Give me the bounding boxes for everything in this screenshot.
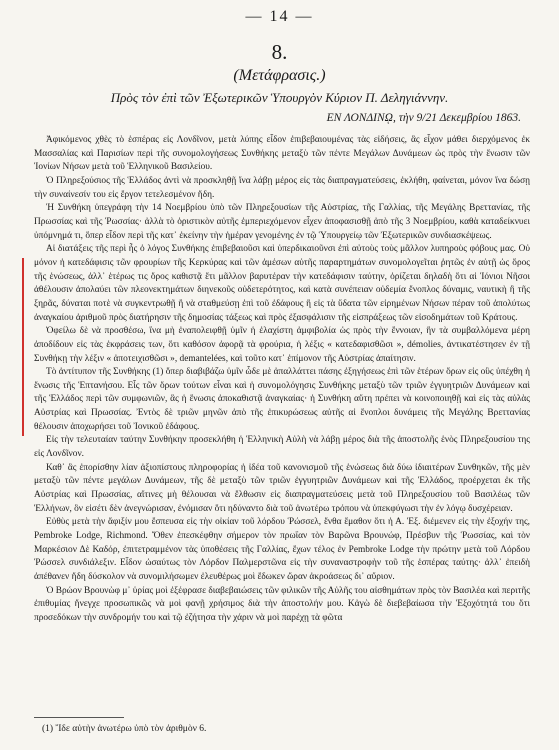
- paragraph: Ἡ Συνθήκη ὑπεγράφη τὴν 14 Νοεμβρίου ὑπὸ τῶν Πληρεξουσίων τῆς Αὐστρίας, τῆς Γαλλίας, τῆς Μεγάλης Βρεττανίας, τῆς Πρωσσίας καὶ τῆς Ῥωσσίας· ἀλλὰ τὸ ὁριστικὸν αὐτῆς ἐμπεριεχόμενον εἶχεν ἀποφασισθῇ ἀπὸ τῆς 3 Νοεμβρίου, καθὰ καταδείκνυει ὑπόμνημά τι, ὅπερ εἶδον περὶ τῆς κατ᾽ ἐκείνην τὴν ἡμέραν γενομένης ἐν τῷ Ὑπουργείῳ τῶν Ἐξωτερικῶν συνδιασκέψεως.: [34, 203, 530, 241]
- paragraph: Ἀφικόμενος χθὲς τὸ ἑσπέρας εἰς Λονδῖνον, μετὰ λύπης εἶδον ἐπιβεβαιουμένας τὰς εἰδήσεις, ἃς εἶχον μάθει διερχόμενος ἐκ Μασσαλίας καὶ Παρισίων περὶ τῆς συνομολογήσεως Συνθήκης μεταξὺ τῶν πέντε Μεγάλων Δυνάμεων ὡς πρὸς τὴν ἕνωσιν τῶν Ἰονίων Νήσων μετὰ τοῦ Ἑλληνικοῦ Βασιλείου.: [34, 135, 530, 173]
- paragraph: Αἱ διατάξεις τῆς περὶ ἧς ὁ λόγος Συνθήκης ἐπιβεβαιοῦσι καὶ ὑπερδικαιοῦνσι ἐπὶ αὐτοὺς τοὺς μᾶλλον λυπηροὺς φόβους μας. Οὐ μόνον ἡ κατεδάφισις τῶν φρουρίων τῆς Κερκύρας καὶ τῶν ἀμέσων αὐτῆς παραρτημάτων συνομολογεῖται ῥητῶς ἐν αὐτῇ ὡς ὅρος τῆς ἑνώσεως, ἀλλ᾽ ἑτέρως τις ὅρος καθιστᾷ ἔτι μᾶλλον βαρυτέραν τὴν κατεδάφισιν ταύτην, ὁρίζεται δηλαδὴ ὅτι αἱ Ἰόνιοι Νῆσοι ἀθέλουσιν ἀπολαύει τῶν πλεονεκτημάτων διηνεκοῦς οὐδετερότητος, καὶ κατὰ συνέπειαν οὐδεμία ἔνοπλος δύναμις, ναυτικὴ ἢ τῆς ξηρᾶς, δύναται ποτὲ νὰ συγκεντρωθῇ ἢ νὰ σταθμεύσῃ ἐπὶ τοῦ ἐδάφους ἢ εἰς τὰ ὕδατα τῶν εἰρημένων Νήσων πέραν τοῦ ἀπολύτως ἀναγκαίου ἀριθμοῦ πρὸς διατήρησιν τῆς δημοσίας τάξεως καὶ πρὸς ἐξασφάλισιν τῆς εἰσπράξεως τῶν εἰσοδημάτων τοῦ Κράτους.: [34, 244, 530, 323]
- paragraph: Τὸ ἀντίτυπον τῆς Συνθήκης (1) ὅπερ διαβιβάζω ὑμῖν ὧδε μὲ ἀπαλλάττει πάσης ἐξηγήσεως ἐπὶ τῶν ἑτέρων ὅρων εἰς οὓς ὑπέχθη ἡ ἕνωσις τῆς Ἑπτανήσου. Εἷς τῶν ὅρων τούτων εἶναι καὶ ἡ συνομολόγησις Συνθήκης μεταξὺ τῶν τριῶν ἐγγυητριῶν Δυνάμεων καὶ τῆς Ἑλλάδος περὶ τῶν συμφωνιῶν, ἃς ἡ ἕνωσις ἀποκαθιστᾷ ἀναγκαίας· ἡ Συνθήκη αὕτη πρέπει νὰ κοινοποιηθῇ καὶ εἰς τὰς αὐλὰς Αὐστρίας καὶ Πρωσσίας. Ἐντὸς δὲ τριῶν μηνῶν ἀπὸ τῆς ἐπικυρώσεως αὐτῆς αἱ ἔνοπλοι δυνάμεις τῆς Μεγάλης Βρεττανίας θέλουσιν ἀποχωρήσει τοῦ Ἰονικοῦ ἐδάφους.: [34, 367, 530, 432]
- footnote-rule: [34, 717, 124, 718]
- margin-mark: [22, 258, 24, 436]
- paragraph: Καθ᾽ ἃς ἐπορίσθην λίαν ἀξιοπίστους πληροφορίας ἡ ἰδέα τοῦ κανονισμοῦ τῆς ἑνώσεως διὰ δύω ἰδιαιτέρων Συνθηκῶν, τῆς μὲν μεταξὺ τῶν πέντε μεγάλων Δυνάμεων, τῆς δὲ μεταξὺ τῶν τριῶν ἐγγυητριῶν Δυνάμεων καὶ τῆς Ἑλλάδος, προέρχεται ἐκ τῆς Αὐστρίας καὶ Πρωσσίας, αἵτινες μὴ θέλουσαι νὰ ἔλθωσιν εἰς διαπραγματεύσεις μετὰ τοῦ Πληρεξουσίου τοῦ Βασιλέως τῶν Ἑλλήνων, ὃν εἰσέτι δὲν ἀνεγνώρισαν, ἐνόμισαν ὅτι ηδύναντο διὰ τοῦ ἀνωτέρω τρόπου νὰ ὑπεκφύγωσι τὴν ἐν λόγῳ δυσχέρειαν.: [34, 462, 530, 514]
- paragraph: Ὀφείλω δὲ νὰ προσθέσω, ἵνα μὴ ἐναπολειφθῇ ὑμῖν ἡ ἐλαχίστη ἀμφιβολία ὡς πρὸς τὴν ἔννοιαν, ἣν τὰ συμβαλλόμενα μέρη ἀποδίδουν εἰς τὰς ἐκφράσεις των, ὅτι καθόσον ἀφορᾷ τὰ φρούρια, ἡ λέξις « κατεδαφισθῶσι », démolies, ἀντικατέστησεν ἐν τῇ Συνθήκῃ τὴν λέξιν « ἀποτειχισθῶσι », demantelées, καὶ τοῦτο κατ᾽ ἐπίμονον τῆς Αὐστρίας ἀπαίτησιν.: [34, 326, 530, 364]
- paragraph: Εἰς τὴν τελευταίαν ταύτην Συνθήκην προσεκλήθη ἡ Ἑλληνικὴ Αὐλὴ νὰ λάβῃ μέρος διὰ τῆς ἀποστολῆς ἑνὸς Πληρεξουσίου της εἰς Λονδῖνον.: [34, 435, 530, 460]
- paragraph: Εὐθὺς μετὰ τὴν ἄφιξίν μου ἔσπευσα εἰς τὴν οἰκίαν τοῦ λόρδου Ῥώσσελ, ἔνθα ἔμαθον ὅτι ἡ Α. Ἐξ. διέμενεν εἰς τὴν ἐξοχήν της, Pembroke Lodge, Richmond. Ὅθεν ἐπεσκέφθην σήμερον τὸν πρωΐαν τὸν Βαρῶνα Βρουνώφ, Πρέσβυν τῆς Ῥωσσίας, καὶ τὸν Μαρκέσιον Δὲ Καδόρ, ἐπιτετραμμένον τὰς ὑποθέσεις τῆς Γαλλίας, ἔχων τέλος ἐν Pembroke Lodge τὴν πρώτην μετὰ τοῦ Λόρδου Ῥώσσελ συνδιάλεξιν. Εἶδον ὡσαύτως τὸν Λόρδον Παλμερστῶνα εἰς τὴν συναναστροφὴν τοῦ τῆς ἑσπέρας ταύτης· ἀλλ᾽ ἐπειδὴ ἀπέθανεν ἤδη δύσκολον νὰ συνομιλήσωμεν ἐλευθέρως μοὶ ἔδωκεν ὥραν ἀκροάσεως δι᾽ αὔριον.: [34, 517, 530, 582]
- document-number: 8.: [271, 40, 288, 64]
- recipient-line: Πρὸς τὸν ἐπὶ τῶν Ἐξωτερικῶν Ὑπουργὸν Κύριον Π. Δεληγιάννην.: [110, 90, 449, 105]
- paragraph: Ὁ Βρώον Βρουνὼφ μ᾽ ὑρίας μοὶ ἐξέφρασε διαβεβαιώσεις τῶν φιλικῶν τῆς Αὐλῆς του αἰσθημάτων πρὸς τὸν Βασιλέα καὶ περιτῆς ἐπιθυμίας ἤνεγχε προσωπικῶς νὰ μοὶ φανῇ χρήσιμος διὰ τὴν ἀποστολήν μου. Κἀγὼ δὲ διεβεβαίωσα τὴν Ἐξοχότητά του ὅτι προσεδόκων τὴν συνδρομήν του καὶ τῷ ἐζήτησα τὴν χάριν νὰ μοὶ παρέχῃ τὰ φῶτα: [34, 585, 530, 623]
- footnote: (1) Ἴδε αὐτὴν ἀνωτέρω ὑπὸ τὸν ἀριθμὸν 6.: [42, 724, 207, 734]
- paragraph: Ὁ Πληρεξούσιος τῆς Ἑλλάδος ἀντὶ νὰ προσκληθῇ ἵνα λάβῃ μέρος εἰς τὰς διαπραγματεύσεις, ἐκλήθη, φαίνεται, μόνον ἵνα δώσῃ τὴν συναίνεσίν του εἰς ἔργον τετελεσμένον ἤδη.: [34, 175, 530, 200]
- page-number: — 14 —: [245, 8, 314, 25]
- dateline: ΕΝ ΛΟΝΔΙΝῼ, τὴν 9/21 Δεκεμβρίου 1863.: [326, 112, 521, 124]
- letter-body: [34, 134, 530, 626]
- document-type: (Μετάφρασις.): [233, 67, 326, 84]
